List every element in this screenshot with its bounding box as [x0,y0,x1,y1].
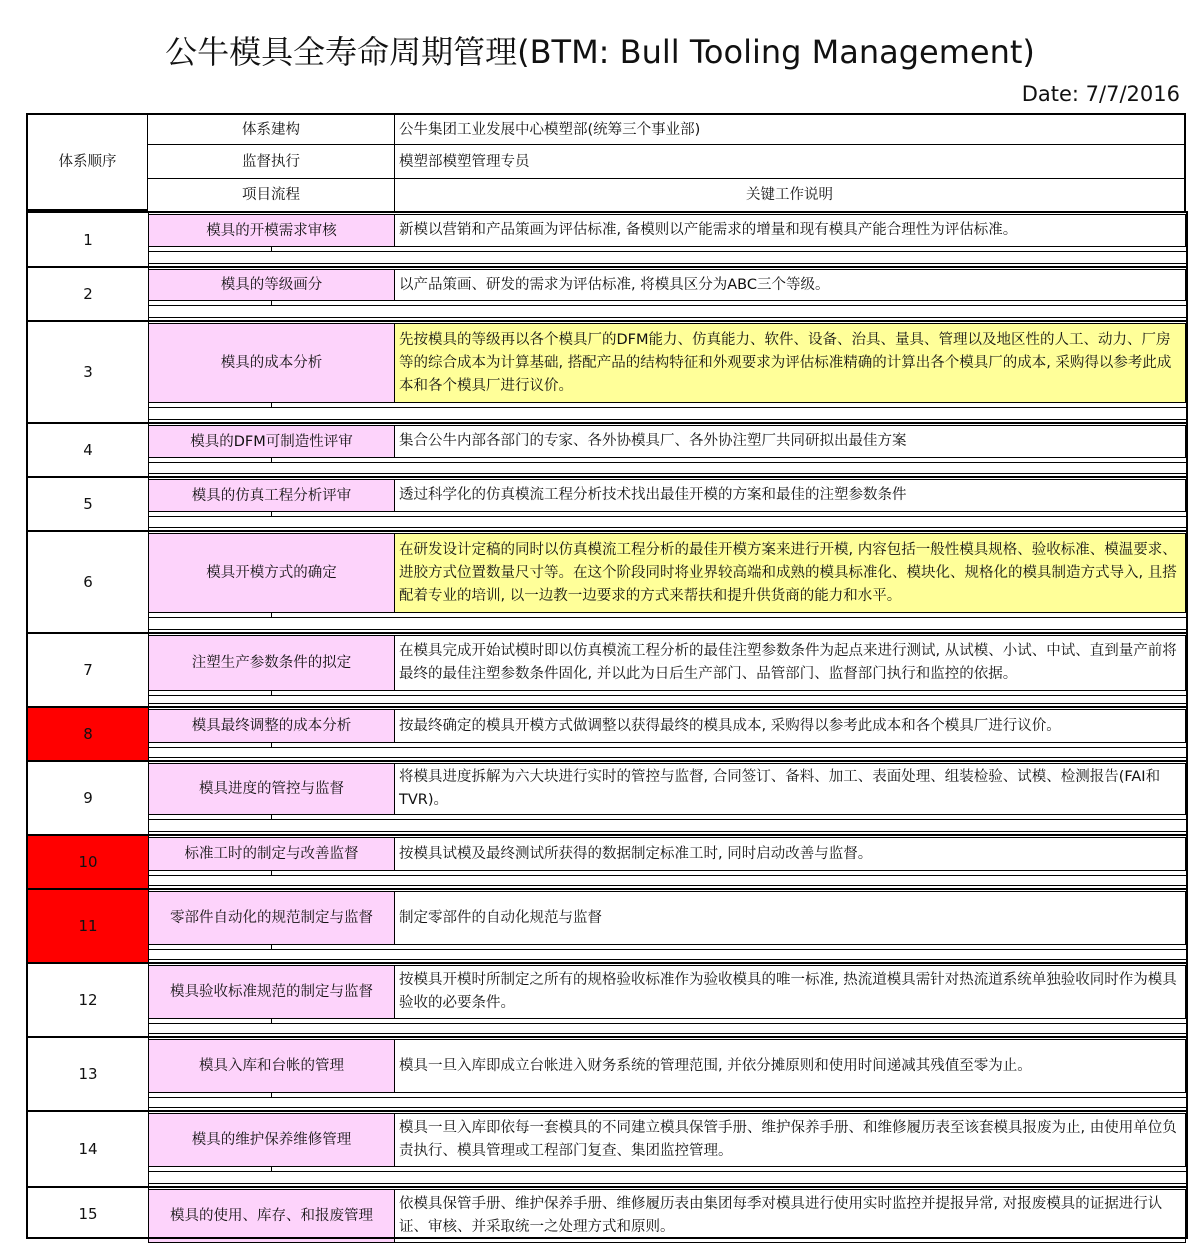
step-name: 注塑生产参数条件的拟定 [148,635,395,691]
row-spacer [148,617,1186,630]
step-number: 7 [26,632,148,706]
row-divider [26,211,1188,213]
row-divider [26,760,1188,762]
step-name: 模具开模方式的确定 [148,533,395,613]
row-divider [26,632,1188,634]
step-description: 按最终确定的模具开模方式做调整以获得最终的模具成本, 采购得以参考此成本和各个模具厂进行议价。 [394,709,1186,743]
table-right-border [1186,962,1188,1036]
step-description: 新模以营销和产品策画为评估标准, 备模则以产能需求的增量和现有模具产能合理性为评估标准。 [394,214,1186,247]
table-right-border [1186,760,1188,834]
flow-connector [271,871,272,875]
flow-connector [271,1093,272,1097]
step-number: 9 [26,760,148,834]
flow-connector [271,691,272,695]
flow-connector [271,458,272,462]
step-name: 模具的使用、库存、和报废管理 [148,1189,395,1243]
row-spacer [148,949,1186,960]
row-spacer [148,305,1186,318]
table-right-border [1186,706,1188,760]
step-name: 模具的DFM可制造性评审 [148,425,395,458]
table-right-border [1186,422,1188,476]
table-right-border [1186,1036,1188,1110]
table-right-border [1186,266,1188,320]
row-spacer [148,819,1186,832]
row-divider [26,1036,1188,1038]
row-spacer [148,1097,1186,1108]
step-description: 在模具完成开始试模时即以仿真模流工程分析的最佳注塑参数条件为起点来进行测试, 从试模、小试、中试、直到量产前将最终的最佳注塑参数条件固化, 并以此为日后生产部门、品管部门、监督部门执行和监控的依据。 [394,635,1186,691]
step-name: 模具的仿真工程分析评审 [148,479,395,512]
flow-connector [271,815,272,819]
step-description: 模具一旦入库即成立台帐进入财务系统的管理范围, 并依分摊原则和使用时间递减其残值至零为止。 [394,1039,1186,1093]
step-number: 3 [26,320,148,422]
flow-connector [271,301,272,305]
step-description: 依模具保管手册、维护保养手册、维修履历表由集团每季对模具进行使用实时监控并提报异常, 对报废模具的证据进行认证、审核、并采取统一之处理方式和原则。 [394,1189,1186,1243]
step-description: 在研发设计定稿的同时以仿真模流工程分析的最佳开模方案来进行开模, 内容包括一般性模具规格、验收标准、模温要求、进胶方式位置数量尺寸等。在这个阶段同时将业界较高端和成熟的模具标准化、模块化、规格化的模具制造方式导入, 且搭配着专业的培训, 以一边教一边要求的方式来帮扶和提升供货商的能力和水平。 [394,533,1186,613]
row-divider [26,706,1188,708]
step-description: 按模具开模时所制定之所有的规格验收标准作为验收模具的唯一标准, 热流道模具需针对热流道系统单独验收同时作为模具验收的必要条件。 [394,965,1186,1019]
step-name: 模具进度的管控与监督 [148,763,395,815]
table-right-border [1186,211,1188,266]
table-right-border [1186,1110,1188,1186]
flow-connector [271,247,272,251]
table-right-border [1186,888,1188,962]
row-spacer [148,747,1186,758]
header-label-supervision: 监督执行 [148,145,394,179]
step-number: 5 [26,476,148,530]
step-number: 6 [26,530,148,632]
table-right-border [1186,632,1188,706]
step-description: 透过科学化的仿真模流工程分析技术找出最佳开模的方案和最佳的注塑参数条件 [394,479,1186,512]
step-description: 集合公牛内部各部门的专家、各外协模具厂、各外协注塑厂共同研拟出最佳方案 [394,425,1186,458]
step-description: 先按模具的等级再以各个模具厂的DFM能力、仿真能力、软件、设备、治具、量具、管理以及地区性的人工、动力、厂房等的综合成本为计算基础, 搭配产品的结构特征和外观要求为评估标准精确的计算出各个模具厂的成本, 采购得以参考此成本和各个模具厂进行议价。 [394,323,1186,403]
row-divider [26,962,1188,964]
step-number: 2 [26,266,148,320]
step-name: 模具的维护保养维修管理 [148,1113,395,1167]
step-name: 标准工时的制定与改善监督 [148,837,395,871]
step-number: 13 [26,1036,148,1110]
step-number: 15 [26,1186,148,1239]
step-number: 1 [26,211,148,266]
date-label: Date: 7/7/2016 [1021,82,1180,106]
row-divider [26,888,1188,890]
header-value-key-work: 关键工作说明 [394,179,1186,211]
step-description: 模具一旦入库即依每一套模具的不同建立模具保管手册、维护保养手册、和维修履历表至该套模具报废为止, 由使用单位负责执行、模具管理或工程部门复查、集团监控管理。 [394,1113,1186,1167]
row-spacer [148,407,1186,420]
step-number: 11 [26,888,148,962]
header-order-label: 体系顺序 [26,113,148,211]
step-description: 以产品策画、研发的需求为评估标准, 将模具区分为ABC三个等级。 [394,269,1186,301]
step-name: 模具的等级画分 [148,269,395,301]
table-bottom-border [26,1237,1188,1239]
row-spacer [148,251,1186,264]
flow-connector [271,613,272,617]
step-description: 将模具进度拆解为六大块进行实时的管控与监督, 合同签订、备料、加工、表面处理、组装检验、试模、检测报告(FAI和TVR)。 [394,763,1186,815]
step-number: 4 [26,422,148,476]
row-divider [26,422,1188,424]
step-name: 模具最终调整的成本分析 [148,709,395,743]
step-number: 10 [26,834,148,888]
row-spacer [148,695,1186,704]
row-divider [26,320,1188,322]
header-value-supervision: 模塑部模塑管理专员 [394,145,1186,179]
row-spacer [148,1023,1186,1034]
step-name: 模具验收标准规范的制定与监督 [148,965,395,1019]
step-number: 14 [26,1110,148,1186]
row-divider [26,476,1188,478]
table-right-border [1186,834,1188,888]
header-label-process: 项目流程 [242,187,300,203]
header-label-structure: 体系建构 [148,113,394,145]
row-divider [26,1110,1188,1112]
flow-connector [271,743,272,747]
table-right-border [1186,320,1188,422]
step-description: 制定零部件的自动化规范与监督 [394,891,1186,945]
row-divider [26,266,1188,268]
table-left-border [26,113,28,1239]
row-spacer [148,462,1186,474]
flow-connector [271,945,272,949]
flow-connector [271,1019,272,1023]
step-name: 模具的开模需求审核 [148,214,395,247]
step-name: 模具的成本分析 [148,323,395,403]
page-title: 公牛模具全寿命周期管理(BTM: Bull Tooling Management) [165,33,1035,71]
row-divider [26,834,1188,836]
table-right-border [1186,530,1188,632]
step-description: 按模具试模及最终测试所获得的数据制定标准工时, 同时启动改善与监督。 [394,837,1186,871]
row-divider [26,1186,1188,1188]
row-spacer [148,875,1186,886]
flow-connector [271,403,272,407]
step-number: 12 [26,962,148,1036]
step-name: 零部件自动化的规范制定与监督 [148,891,395,945]
flow-connector [271,512,272,516]
header-value-structure: 公牛集团工业发展中心模塑部(统筹三个事业部) [394,113,1186,145]
step-name: 模具入库和台帐的管理 [148,1039,395,1093]
row-spacer [148,516,1186,528]
row-divider [26,530,1188,532]
flow-connector [271,1167,272,1171]
step-number: 8 [26,706,148,760]
table-right-border [1186,476,1188,530]
row-spacer [148,1171,1186,1184]
table-right-border [1186,1186,1188,1239]
